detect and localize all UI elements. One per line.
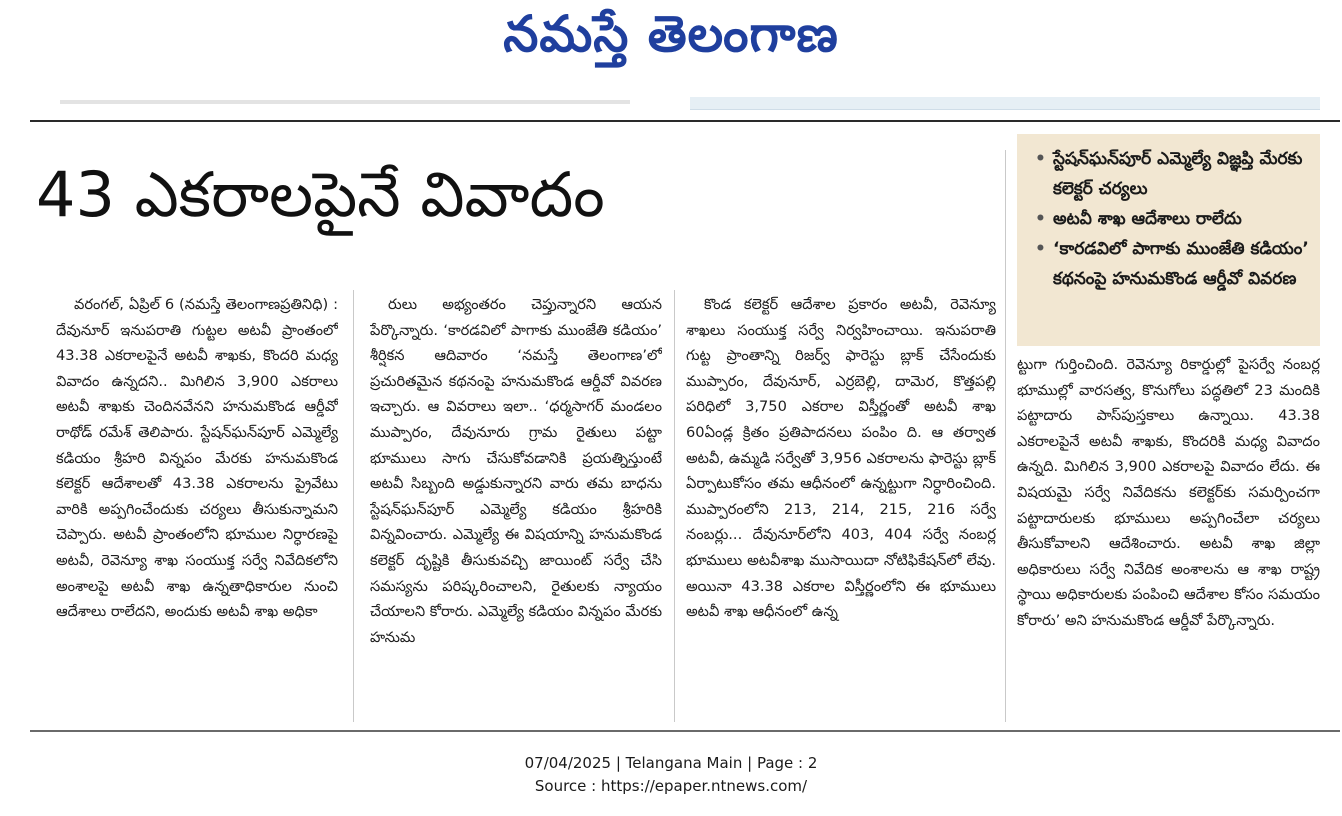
article-column-1 [56,292,338,720]
article-text: ట్టుగా గుర్తించింది. రెవెన్యూ రికార్డుల్లో పైసర్వే నంబర్ల భూముల్లో వారసత్వ, కొనుగోలు పద్ధతిలో 23 మందికి పట్టాదారు పాస్‌పుస్తకాలు ఉన్నాయి. 43.38 ఎకరాలపైనే అటవీ శాఖకు, కొందరికి మధ్య వివాదం ఉన్నది. మిగిలిన 3,900 ఎకరాలపై వివాదం లేదు. ఈ విషయమై సర్వే నివేదికను కలెక్టర్‌కు సమర్పించగా పట్టాదారులకు భూములు అప్పగించేలా చర్యలు తీసుకోవాలని ఆదేశించారు. అటవీ శాఖ జిల్లా అధికారులు సర్వే నివేదిక అంశాలను ఆ శాఖ రాష్ట్ర స్థాయి అధికారులకు పంపించి ఆదేశాల కోసం సమయం కోరారు’ అని హనుమకొండ ఆర్డీవో పేర్కొన్నారు. [1017,356,1320,629]
article-column-2 [370,292,662,720]
column-divider [674,290,675,722]
masthead [0,0,1342,70]
highlight-text: అటవీ శాఖ ఆదేశాలు రాలేదు [1053,209,1242,229]
bullet-icon: • [1035,149,1046,169]
highlight-text: ‘కారడవిలో పాగాకు ముంజేతి కడియం’ కథనంపై హనుమకొండ ఆర్డీవో వివరణ [1053,239,1309,289]
article-column-4 [1017,352,1320,722]
cropped-strip-left [60,100,630,104]
headline: 43 ఎకరాలపైనే వివాదం [36,158,605,231]
newspaper-logo: నమస్తే తెలంగాణ [503,5,839,63]
highlight-item [1033,204,1310,234]
bullet-icon: • [1035,209,1046,229]
page-footer [0,752,1342,798]
bullet-icon: • [1035,239,1046,259]
highlights-box [1017,134,1320,346]
source-link[interactable]: Source : https://epaper.ntnews.com/ [534,777,808,795]
edition-info: 07/04/2025 | Telangana Main | Page : 2 [524,754,818,772]
column-divider [1005,150,1006,722]
top-rule [30,120,1340,122]
column-divider [353,290,354,722]
article-column-3 [686,292,996,720]
article-text: కొండ కలెక్టర్ ఆదేశాల ప్రకారం అటవీ, రెవెన్యూ శాఖలు సంయుక్త సర్వే నిర్వహించాయి. ఇనుపరాతి గుట్ట ప్రాంతాన్ని రిజర్వ్ ఫారెస్టు బ్లాక్ చేసేందుకు ముప్పారం, దేవునూర్, ఎర్రబెల్లి, దామెర, కొత్తపల్లి పరిధిలో 3,750 ఎకరాల విస్తీర్ణంతో అటవీ శాఖ 60ఏండ్ల క్రితం ప్రతిపాదనలు పంపిం ది. ఆ తర్వాత అటవీ, ఉమ్మడి సర్వేతో 3,956 ఎకరాలను ఫారెస్టు బ్లాక్ ఏర్పాటుకోసం తమ ఆధీనంలో ఉన్నట్టుగా నిర్ధారించింది. ముప్పారంలోని 213, 214, 215, 216 సర్వే నంబర్లు... దేవునూర్‌లోని 403, 404 సర్వే నంబర్ల భూములు అటవీశాఖ ముసాయిదా నోటిఫికేషన్‌లో లేవు. అయినా 43.38 ఎకరాల విస్తీర్ణంలోని ఈ భూములు అటవీ శాఖ ఆధీనంలో ఉన్న [686,296,996,621]
bottom-rule [30,730,1340,732]
article-text: రులు అభ్యంతరం చెప్తున్నారని ఆయన పేర్కొన్నారు. ‘కారడవిలో పాగాకు ముంజేతి కడియం’ శీర్షికన ఆదివారం ‘నమస్తే తెలంగాణ’లో ప్రచురితమైన కథనంపై హనుమకొండ ఆర్డీవో వివరణ ఇచ్చారు. ఆ వివరాలు ఇలా.. ‘ధర్మసాగర్ మండలం ముప్పారం, దేవునూరు గ్రామ రైతులు పట్టా భూములు సాగు చేసుకోవడానికి ప్రయత్నిస్తుంటే అటవీ సిబ్బంది అడ్డుకున్నారని వారు తమ బాధను స్టేషన్‌ఘన్‌పూర్ ఎమ్మెల్యే కడియం శ్రీహరికి విన్నవించారు. ఎమ్మెల్యే ఈ విషయాన్ని హనుమకొండ కలెక్టర్ దృష్టికి తీసుకువచ్చి జాయింట్ సర్వే చేసి సమస్యను పరిష్కరించాలని, రైతులకు న్యాయం చేయాలని కోరారు. ఎమ్మెల్యే కడియం విన్నపం మేరకు హనుమ [370,296,662,646]
article-text: వరంగల్, ఏప్రిల్ 6 (నమస్తే తెలంగాణప్రతినిధి) : దేవునూర్ ఇనుపరాతి గుట్టల అటవీ ప్రాంతంలో 43.38 ఎకరాలపైనే అటవీ శాఖకు, కొందరి మధ్య వివాదం ఉన్నదని.. మిగిలిన 3,900 ఎకరాలు అటవీ శాఖకు చెందినవేనని హనుమకొండ ఆర్డీవో రాథోడ్ రమేశ్ తెలిపారు. స్టేషన్‌ఘన్‌పూర్ ఎమ్మెల్యే కడియం శ్రీహరి విన్నపం మేరకు హనుమకొండ కలెక్టర్ ఆదేశాలతో 43.38 ఎకరాలను ప్రైవేటు వారికి అప్పగించేందుకు చర్యలు తీసుకున్నామని చెప్పారు. అటవీ ప్రాంతంలోని భూముల నిర్ధారణపై అటవీ, రెవెన్యూ శాఖ సంయుక్త సర్వే నివేదికలోని అంశాలపై అటవీ శాఖ ఉన్నతాధికారుల నుంచి ఆదేశాలు రాలేదని, అందుకు అటవీ శాఖ అధికా [56,296,338,621]
highlight-text: స్టేషన్‌ఘన్‌పూర్ ఎమ్మెల్యే విజ్ఞప్తి మేరకు కలెక్టర్ చర్యలు [1053,149,1303,199]
cropped-strip-right [690,97,1320,110]
highlight-item [1033,144,1310,204]
highlight-item [1033,234,1310,294]
